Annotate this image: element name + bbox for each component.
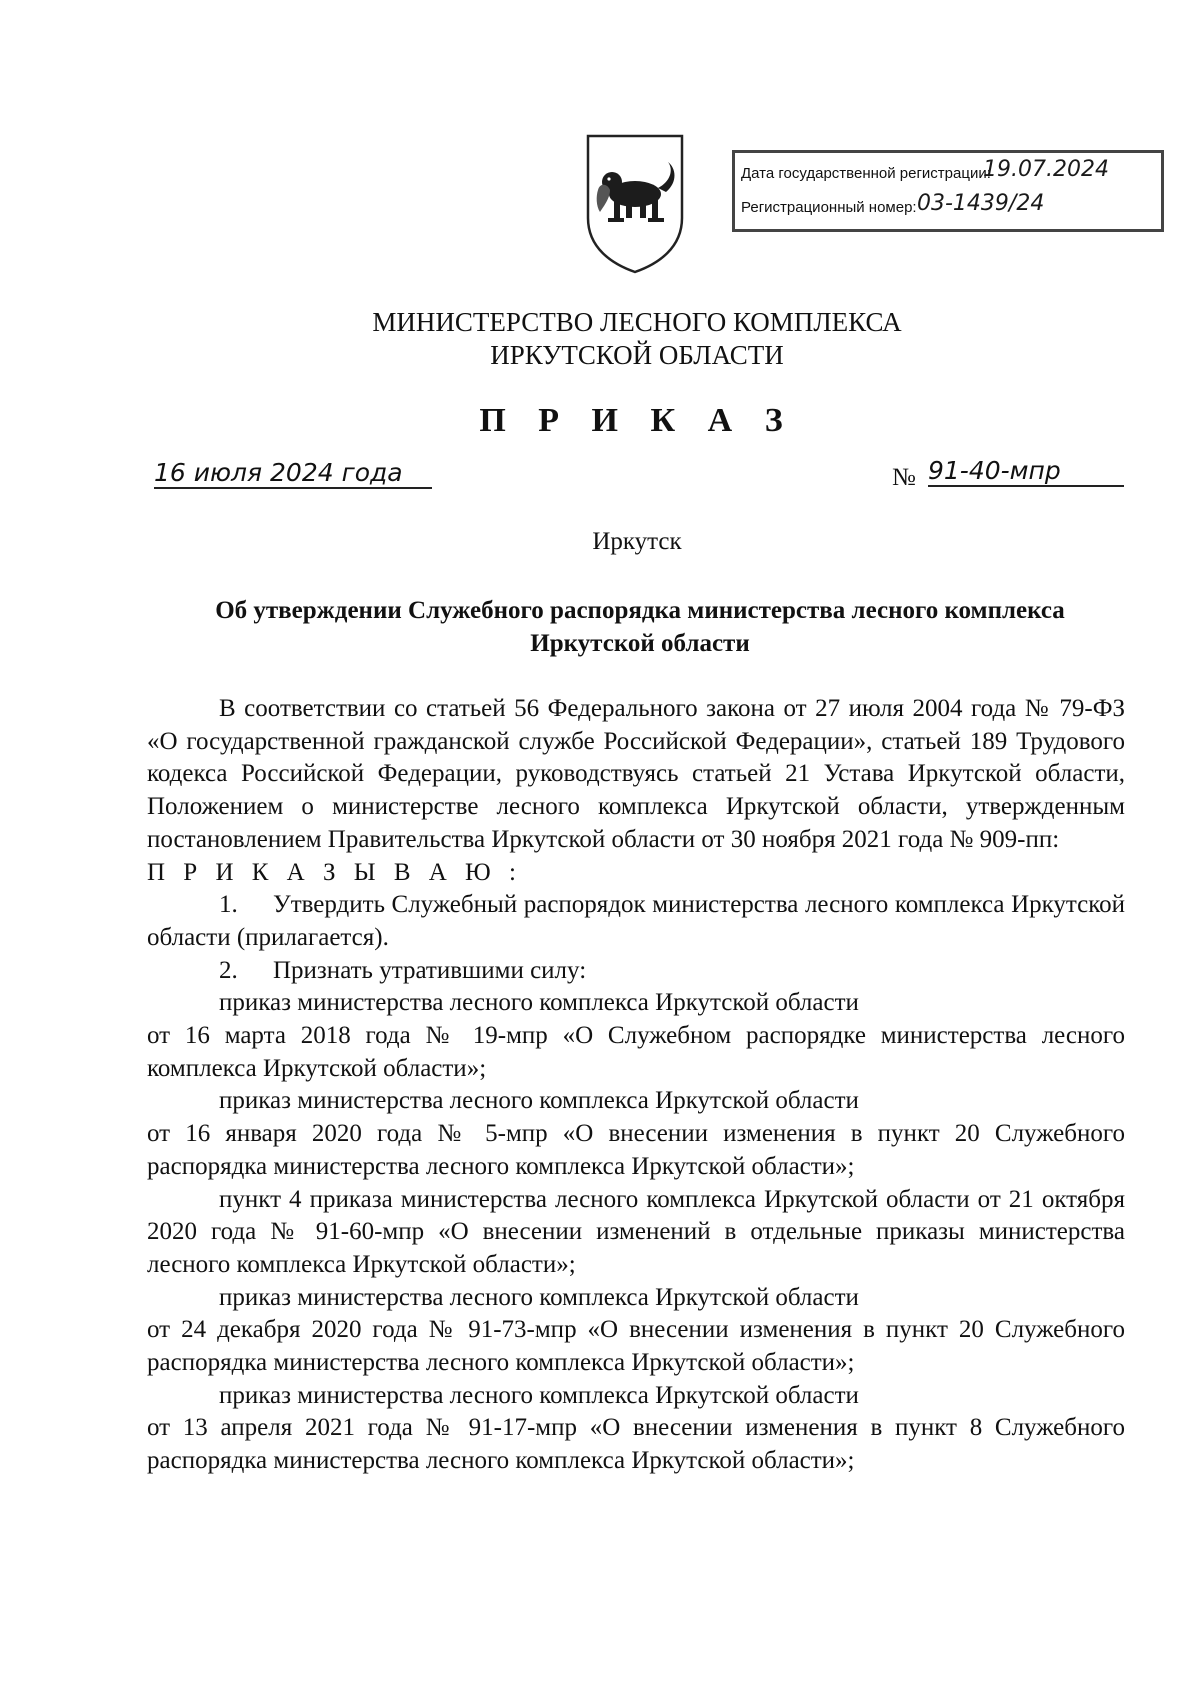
city-name: Иркутск	[592, 528, 682, 555]
ministry-line-1: МИНИСТЕРСТВО ЛЕСНОГО КОМПЛЕКСА	[372, 307, 902, 337]
item-1	[147, 889, 1125, 954]
repealed-item-1-rest: от 16 марта 2018 года № 19-мпр «О Служебном распорядке министерства лесного комплекса Иркутской области»;	[147, 1022, 1125, 1082]
registration-date-value: 19.07.2024	[983, 157, 1109, 182]
repealed-item-5-rest: от 13 апреля 2021 года № 91-17-мпр «О внесении изменения в пункт 8 Служебного распорядка министерства лесного комплекса Иркутской области»;	[147, 1414, 1125, 1475]
item-2-text: Признать утратившими силу:	[273, 956, 587, 984]
repealed-item-1-first-line: приказ министерства лесного комплекса Иркутской области	[219, 989, 859, 1017]
repealed-item-2-first-line: приказ министерства лесного комплекса Иркутской области	[219, 1087, 859, 1115]
intro-paragraph: В соответствии со статьей 56 Федерального закона от 27 июля 2004 года № 79-ФЗ «О государственной гражданской службе Российской Федерации», статьей 189 Трудового кодекса Российской Федерации, руководствуясь статьей 21 Устава Иркутской области, Положением о министерстве лесного комплекса Иркутской области, утвержденным постановлением Правительства Иркутской области от 30 ноября 2021 года № 909-пп:	[147, 695, 1125, 853]
item-1-number: 1.	[219, 891, 238, 919]
repealed-item-4-first-line: приказ министерства лесного комплекса Иркутской области	[219, 1283, 859, 1311]
order-number: 91-40-мпр	[928, 456, 1124, 487]
item-2-number: 2.	[219, 956, 238, 984]
item-2	[147, 955, 1125, 988]
registration-date-label: Дата государственной регистрации:	[741, 165, 991, 182]
repealed-item-5-first-line: приказ министерства лесного комплекса Иркутской области	[219, 1381, 859, 1409]
order-verb: П Р И К А З Ы В А Ю :	[147, 858, 522, 886]
repealed-item-3: пункт 4 приказа министерства лесного комплекса Иркутской области от 21 октября 2020 года № 91-60-мпр «О внесении изменений в отдельные приказы министерства лесного комплекса Иркутской области»;	[147, 1185, 1125, 1278]
number-sign: №	[892, 464, 916, 491]
order-subject: Об утверждении Служебного распорядка министерства лесного комплекса Иркутской области	[215, 597, 1065, 657]
item-1-text: Утвердить Служебный распорядок министерства лесного комплекса Иркутской области (прилагается).	[147, 891, 1125, 951]
registration-stamp	[732, 150, 1164, 232]
document-title: П Р И К А З	[479, 402, 795, 439]
ministry-heading	[0, 306, 1200, 372]
order-date: 16 июля 2024 года	[154, 458, 432, 489]
coat-of-arms-emblem	[580, 132, 690, 274]
ministry-line-2: ИРКУТСКОЙ ОБЛАСТИ	[490, 340, 784, 370]
registration-number-value: 03-1439/24	[917, 191, 1045, 216]
registration-number-label: Регистрационный номер:	[741, 199, 917, 216]
order-body	[147, 693, 1125, 1478]
repealed-item-4-rest: от 24 декабря 2020 года № 91-73-мпр «О внесении изменения в пункт 20 Служебного распорядка министерства лесного комплекса Иркутской области»;	[147, 1316, 1125, 1377]
repealed-item-2-rest: от 16 января 2020 года № 5-мпр «О внесении изменения в пункт 20 Служебного распорядка министерства лесного комплекса Иркутской области»;	[147, 1120, 1125, 1180]
